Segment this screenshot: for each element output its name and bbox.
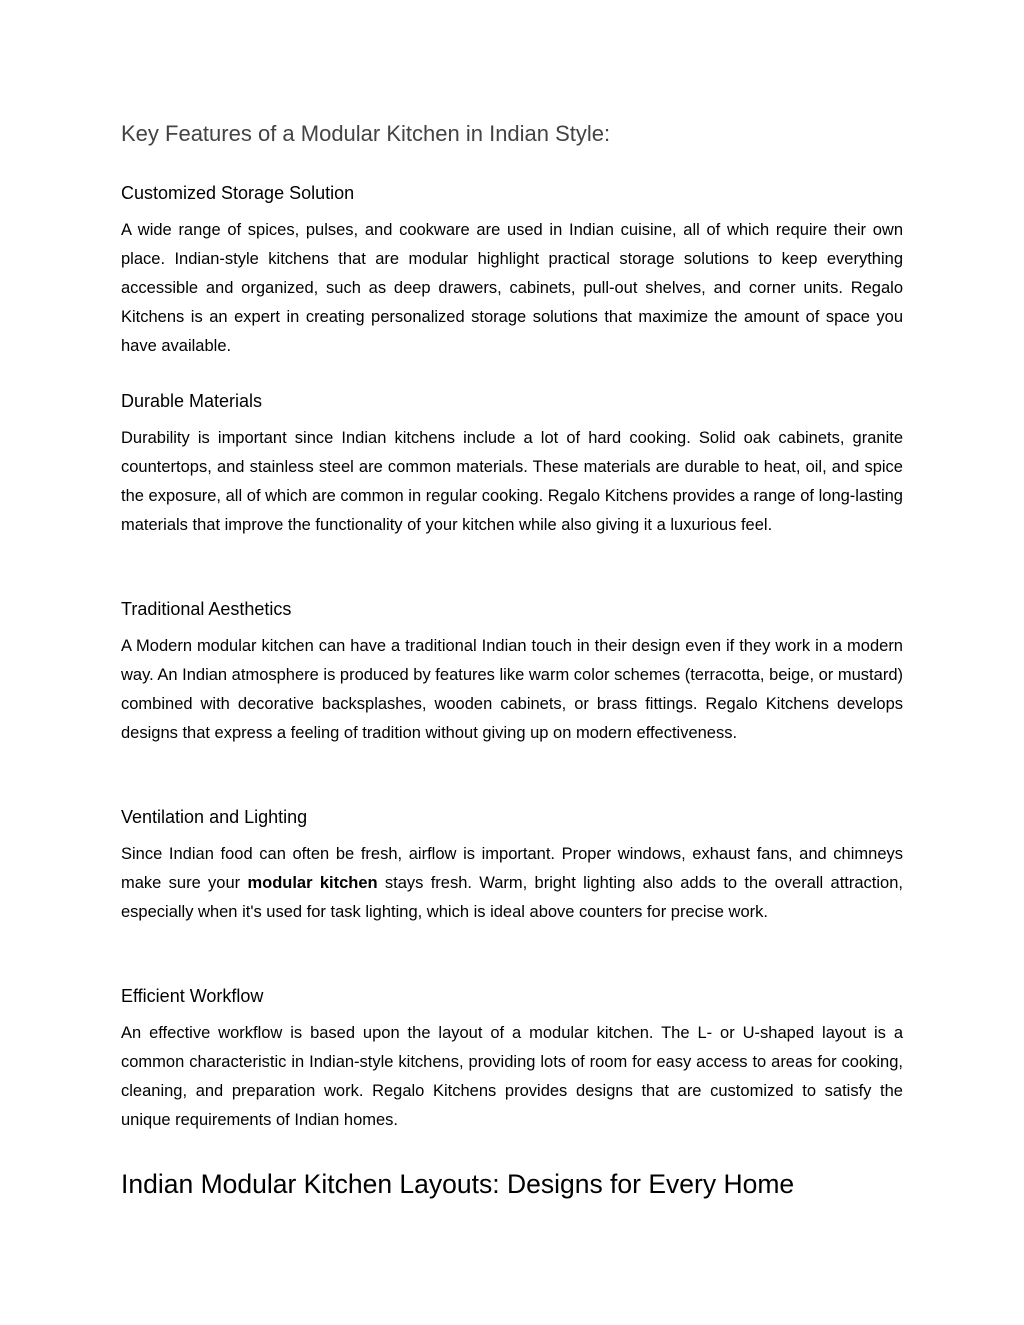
- next-section-heading: Indian Modular Kitchen Layouts: Designs for Every Home: [121, 1169, 795, 1199]
- heading-efficient-workflow: Efficient Workflow: [121, 986, 264, 1006]
- paragraph-text: stays fresh. Warm, bright lighting also adds to the overall attraction, especially when it's used for task lighting, which is ideal above counters for precise work.: [121, 874, 903, 922]
- page-title: Key Features of a Modular Kitchen in Indian Style:: [121, 121, 611, 146]
- paragraph-traditional-aesthetics: A Modern modular kitchen can have a traditional Indian touch in their design even if they work in a modern way. An Indian atmosphere is produced by features like warm color schemes (terracotta, beige, or mustard) combined with decorative backsplashes, wooden cabinets, or brass fittings. Regalo Kitchens develops designs that express a feeling of tradition without giving up on modern effectiveness.: [121, 637, 903, 743]
- heading-ventilation-lighting: Ventilation and Lighting: [121, 807, 308, 827]
- heading-traditional-aesthetics: Traditional Aesthetics: [121, 599, 292, 619]
- paragraph-text: Since Indian food can often be fresh, airflow is important. Proper windows, exhaust fans, and chimneys make sure your: [121, 845, 903, 893]
- heading-customized-storage: Customized Storage Solution: [121, 183, 355, 203]
- bold-keyword: modular kitchen: [247, 874, 378, 893]
- paragraph-ventilation-lighting: [121, 840, 903, 927]
- paragraph-durable-materials: Durability is important since Indian kitchens include a lot of hard cooking. Solid oak cabinets, granite countertops, and stainless steel are common materials. These materials are durable to heat, oil, and spice the exposure, all of which are common in regular cooking. Regalo Kitchens provides a range of long-lasting materials that improve the functionality of your kitchen while also giving it a luxurious feel.: [121, 429, 903, 535]
- heading-durable-materials: Durable Materials: [121, 391, 263, 411]
- paragraph-customized-storage: A wide range of spices, pulses, and cookware are used in Indian cuisine, all of which require their own place. Indian-style kitchens that are modular highlight practical storage solutions to keep everything accessible and organized, such as deep drawers, cabinets, pull-out shelves, and corner units. Regalo Kitchens is an expert in creating personalized storage solutions that maximize the amount of space you have available.: [121, 221, 903, 356]
- paragraph-efficient-workflow: An effective workflow is based upon the layout of a modular kitchen. The L- or U-shaped layout is a common characteristic in Indian-style kitchens, providing lots of room for easy access to areas for cooking, cleaning, and preparation work. Regalo Kitchens provides designs that are customized to satisfy the unique requirements of Indian homes.: [121, 1024, 903, 1130]
